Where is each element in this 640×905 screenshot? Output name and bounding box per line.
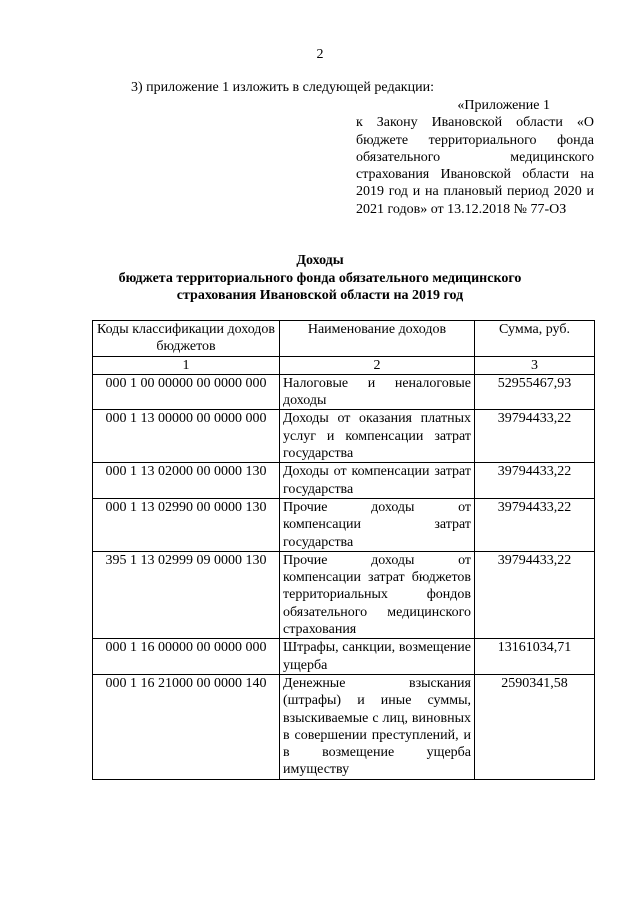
- table-row: [93, 498, 595, 551]
- table-row: [93, 639, 595, 675]
- annex-body: к Закону Ивановской области «О бюджете территориального фонда обязательного медицинского страхования Ивановской области на 2019 год и на плановый период 2020 и 2021 годов» от 13.12.2018 № 77-ОЗ: [356, 115, 594, 217]
- table-header-row: [93, 321, 595, 357]
- row-name: Прочие доходы от компенсации затрат бюджетов территориальных фондов обязательного медицинского страхования: [280, 551, 475, 638]
- row-code: 395 1 13 02999 09 0000 130: [93, 551, 280, 638]
- annex-title: «Приложение 1: [457, 98, 550, 113]
- row-code: 000 1 13 00000 00 0000 000: [93, 410, 280, 463]
- row-sum: 39794433,22: [475, 498, 595, 551]
- row-code: 000 1 16 21000 00 0000 140: [93, 674, 280, 779]
- column-number: 3: [475, 356, 595, 374]
- row-sum: 52955467,93: [475, 374, 595, 410]
- row-sum: 39794433,22: [475, 463, 595, 499]
- column-header-sum: Сумма, руб.: [475, 321, 595, 357]
- table-row: [93, 674, 595, 779]
- column-number: 1: [93, 356, 280, 374]
- row-name: Налоговые и неналоговые доходы: [280, 374, 475, 410]
- row-code: 000 1 16 00000 00 0000 000: [93, 639, 280, 675]
- column-number: 2: [280, 356, 475, 374]
- row-name: Штрафы, санкции, возмещение ущерба: [280, 639, 475, 675]
- heading-line-1: Доходы: [296, 253, 344, 268]
- intro-text: 3) приложение 1 изложить в следующей редакции:: [131, 80, 434, 95]
- row-code: 000 1 00 00000 00 0000 000: [93, 374, 280, 410]
- row-code: 000 1 13 02990 00 0000 130: [93, 498, 280, 551]
- row-code: 000 1 13 02000 00 0000 130: [93, 463, 280, 499]
- row-name: Денежные взыскания (штрафы) и иные суммы, взыскиваемые с лиц, виновных в совершении преступлений, и в возмещение ущерба имуществу: [280, 674, 475, 779]
- table-row: [93, 463, 595, 499]
- document-heading: [60, 252, 580, 305]
- column-header-name: Наименование доходов: [280, 321, 475, 357]
- page-number: 2: [316, 47, 324, 62]
- table-row: [93, 374, 595, 410]
- row-name: Прочие доходы от компенсации затрат государства: [280, 498, 475, 551]
- heading-line-2: бюджета территориального фонда обязательного медицинского: [118, 270, 522, 286]
- annex-reference: [356, 97, 594, 218]
- column-header-code: Коды классификации доходов бюджетов: [93, 321, 280, 357]
- row-sum: 13161034,71: [475, 639, 595, 675]
- table-row: [93, 410, 595, 463]
- row-name: Доходы от оказания платных услуг и компенсации затрат государства: [280, 410, 475, 463]
- table-column-numbers-row: [93, 356, 595, 374]
- heading-line-3: страхования Ивановской области на 2019 год: [176, 288, 464, 303]
- row-sum: 39794433,22: [475, 410, 595, 463]
- table-row: [93, 551, 595, 638]
- row-sum: 2590341,58: [475, 674, 595, 779]
- income-table: [92, 320, 595, 780]
- row-sum: 39794433,22: [475, 551, 595, 638]
- row-name: Доходы от компенсации затрат государства: [280, 463, 475, 499]
